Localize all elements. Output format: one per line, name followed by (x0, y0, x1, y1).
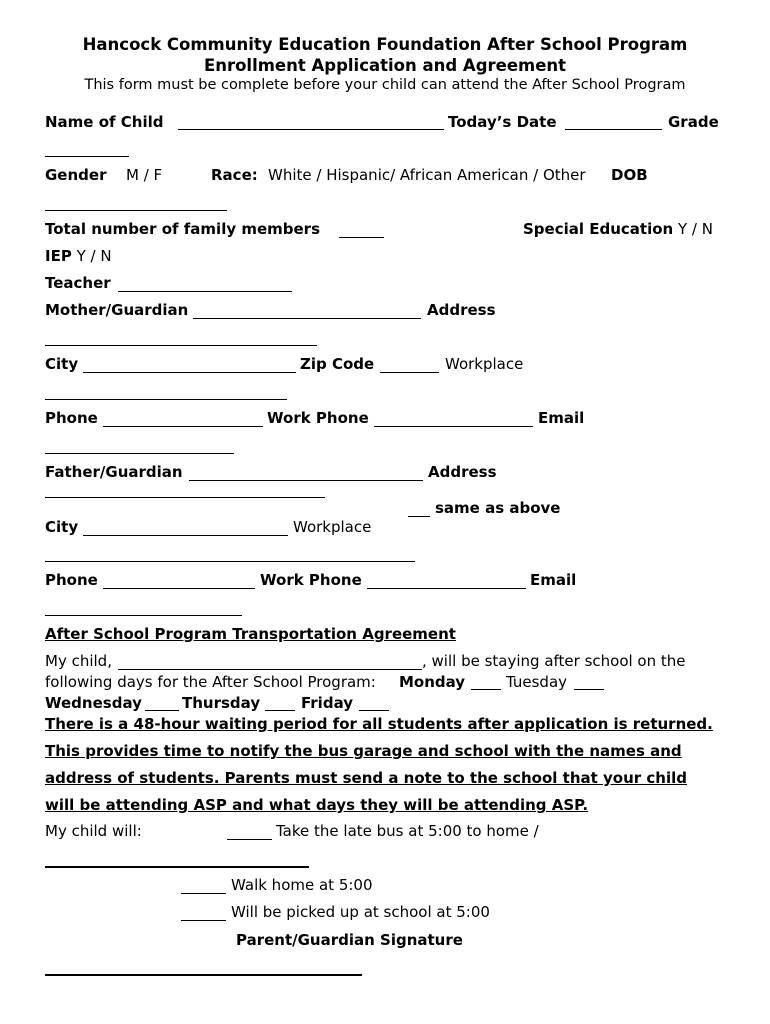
father-workplace-label: Workplace (293, 518, 372, 536)
notice-line-1: There is a 48-hour waiting period for all students after application is returned. (45, 715, 713, 733)
mother-address-label: Address (427, 301, 496, 319)
thursday-blank[interactable] (265, 710, 295, 711)
mother-address-blank[interactable] (45, 345, 317, 346)
iep-options: Y / N (76, 247, 112, 265)
grade-label: Grade (668, 113, 719, 131)
mother-zip-label: Zip Code (300, 355, 375, 373)
wednesday-label: Wednesday (45, 694, 142, 712)
child-name-blank[interactable] (118, 669, 422, 670)
special-education-field (523, 219, 713, 239)
late-bus-checkbox[interactable] (227, 839, 272, 840)
special-education-label: Special Education (523, 220, 674, 238)
teacher-label: Teacher (45, 274, 111, 292)
father-city-blank[interactable] (83, 535, 288, 536)
picked-up-checkbox[interactable] (181, 920, 226, 921)
mother-workplace-label: Workplace (445, 355, 524, 373)
form-instructions: This form must be complete before your child can attend the After School Program (84, 77, 686, 93)
transport-heading: After School Program Transportation Agreement (45, 625, 456, 643)
late-bus-address-blank[interactable] (45, 866, 309, 868)
father-workplace-blank[interactable] (45, 561, 415, 562)
race-options: White / Hispanic/ African American / Other (268, 166, 586, 184)
mother-email-label: Email (538, 409, 585, 427)
father-phone-label: Phone (45, 571, 98, 589)
walk-home-checkbox[interactable] (181, 893, 226, 894)
monday-blank[interactable] (471, 689, 501, 690)
name-of-child-label: Name of Child (45, 113, 164, 131)
friday-blank[interactable] (359, 710, 389, 711)
dob-blank[interactable] (45, 210, 227, 211)
mother-guardian-blank[interactable] (193, 318, 421, 319)
notice-line-4: will be attending ASP and what days they will be attending ASP. (45, 796, 589, 814)
mother-work-phone-label: Work Phone (267, 409, 369, 427)
grade-blank[interactable] (45, 156, 129, 157)
signature-blank[interactable] (45, 974, 362, 976)
father-work-phone-blank[interactable] (367, 588, 526, 589)
father-guardian-label: Father/Guardian (45, 463, 183, 481)
iep-field (45, 246, 112, 266)
same-as-above-checkbox[interactable] (408, 516, 430, 517)
father-address-blank[interactable] (45, 497, 325, 498)
gender-options: M / F (126, 166, 163, 184)
walk-home-text: Walk home at 5:00 (231, 876, 373, 894)
iep-label: IEP (45, 247, 72, 265)
name-of-child-blank[interactable] (178, 129, 444, 130)
mother-phone-label: Phone (45, 409, 98, 427)
todays-date-blank[interactable] (565, 129, 662, 130)
mother-city-label: City (45, 355, 79, 373)
tuesday-label: Tuesday (506, 673, 568, 691)
family-members-label: Total number of family members (45, 220, 321, 238)
gender-label: Gender (45, 166, 107, 184)
notice-line-3: address of students. Parents must send a note to the school that your child (45, 769, 687, 787)
form-title: Hancock Community Education Foundation After School Program (82, 35, 688, 54)
mother-guardian-label: Mother/Guardian (45, 301, 189, 319)
family-members-blank[interactable] (339, 237, 384, 238)
staying-after-text: , will be staying after school on the (422, 652, 686, 670)
picked-up-text: Will be picked up at school at 5:00 (231, 903, 490, 921)
my-child-will-label: My child will: (45, 822, 142, 840)
wednesday-blank[interactable] (145, 710, 179, 711)
mother-zip-blank[interactable] (380, 372, 439, 373)
tuesday-blank[interactable] (574, 689, 604, 690)
late-bus-text: Take the late bus at 5:00 to home / (276, 822, 539, 840)
race-label: Race: (211, 166, 258, 184)
special-education-options: Y / N (678, 220, 713, 238)
father-work-phone-label: Work Phone (260, 571, 362, 589)
monday-label: Monday (399, 673, 466, 691)
mother-work-phone-blank[interactable] (374, 426, 533, 427)
mother-phone-blank[interactable] (103, 426, 263, 427)
friday-label: Friday (301, 694, 354, 712)
teacher-blank[interactable] (118, 291, 292, 292)
same-as-above-label: same as above (435, 499, 561, 517)
following-days-text: following days for the After School Program: (45, 673, 376, 691)
form-subtitle-title: Enrollment Application and Agreement (203, 56, 567, 75)
todays-date-label: Today’s Date (448, 113, 557, 131)
mother-city-blank[interactable] (83, 372, 296, 373)
father-guardian-blank[interactable] (189, 480, 423, 481)
mother-workplace-blank[interactable] (45, 399, 287, 400)
father-phone-blank[interactable] (103, 588, 255, 589)
thursday-label: Thursday (182, 694, 261, 712)
father-email-blank[interactable] (45, 615, 242, 616)
my-child-label: My child, (45, 652, 112, 670)
mother-email-blank[interactable] (45, 453, 234, 454)
father-city-label: City (45, 518, 79, 536)
dob-label: DOB (611, 166, 648, 184)
notice-line-2: This provides time to notify the bus garage and school with the names and (45, 742, 682, 760)
father-address-label: Address (428, 463, 497, 481)
signature-label: Parent/Guardian Signature (236, 931, 463, 949)
father-email-label: Email (530, 571, 577, 589)
